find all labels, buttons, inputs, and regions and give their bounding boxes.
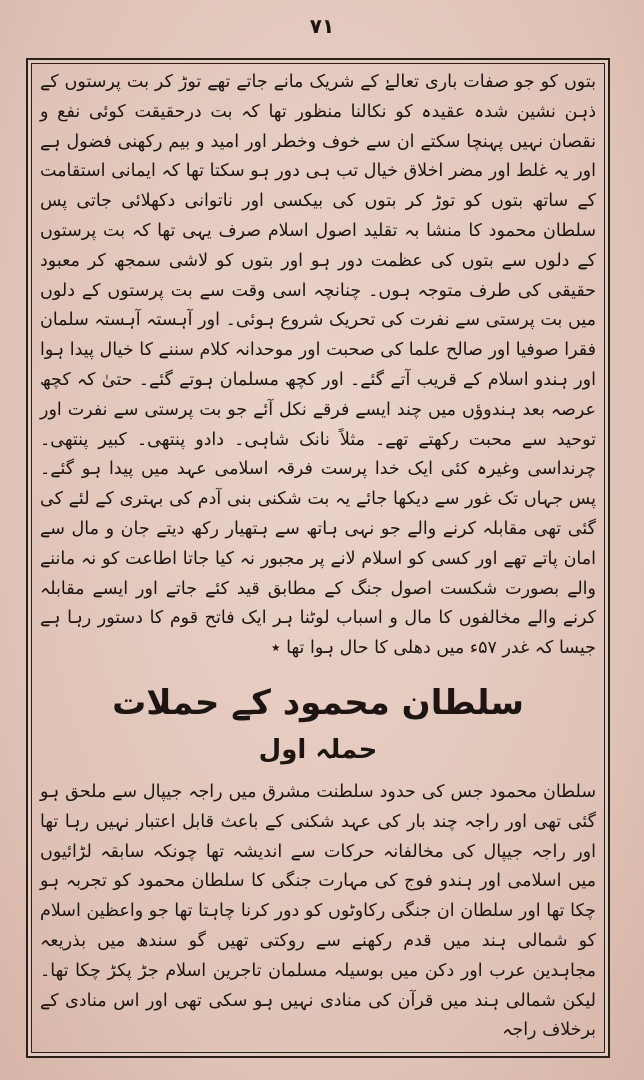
page-content <box>40 68 596 1048</box>
paragraph-idol-breaking: بتوں کو جو صفات باری تعالےٰ کے شریک مانے جاتے تھے توڑ کر بت پرستوں کے ذہن نشین شدہ عقیدہ کو نکالنا منظور تھا کہ بت درحقیقت کوئی نفع و نقصان نہیں پہنچا سکتے ان سے خوف وخطر اور امید و بیم رکھنی فضول ہے اور یہ غلط اور مضر اخلاق خیال تب ہی دور ہو سکتا تھا کہ ایمانی استقامت کے ساتھ بتوں کو توڑ کر بتوں کی بیکسی اور ناتوانی دکھلائی جاتی پس سلطان محمود کا منشا بہ تقلید اصول اسلام صرف یہی تھا کہ بت پرستوں کے دلوں سے بتوں کی عظمت دور ہو اور بتوں کو لاشی سمجھ کر معبود حقیقی کی طرف متوجہ ہوں۔ چنانچہ اسی وقت سے بت پرستوں کے دلوں میں بت پرستی سے نفرت کی تحریک شروع ہوئی۔ اور آہستہ آہستہ سلمان فقرا صوفیا اور صالح علما کی صحبت اور موحدانہ کلام سننے کا خیال پیدا ہوا اور ہندو اسلام کے قریب آتے گئے۔ اور کچھ مسلمان ہوتے گئے۔ حتیٰ کہ کچھ عرصہ بعد ہندوؤں میں چند ایسے فرقے نکل آئے جو بت پرستی سے نفرت اور توحید سے محبت رکھتے تھے۔ مثلاً نانک شاہی۔ دادو پنتھی۔ کبیر پنتھی۔ چرنداسی وغیرہ کئی ایک خدا پرست فرقہ اسلامی عہد میں پیدا ہو گئے۔ پس جہاں تک غور سے دیکھا جائے یہ بت شکنی بنی آدم کی بہتری کے لئے کی گئی تھی مقابلہ کرنے والے جو نہی ہاتھ سے ہتھیار رکھ دیتے جان و مال سے امان پاتے تھے اور کسی کو اسلام لانے پر مجبور نہ کیا جاتا اطاعت کو نہ ماننے والے بصورت شکست اصول جنگ کے مطابق قید کئے جاتے اور ایسے مقابلہ کرنے والے مخالفوں کا مال و اسباب لوٹنا ہر ایک فاتح قوم کا دستور رہا ہے جیسا کہ غدر ۵۷ء میں دھلی کا حال ہوا تھا ٭ <box>40 72 596 659</box>
chapter-heading: سلطان محمود کے حملات <box>112 682 524 723</box>
text-frame <box>26 58 610 1058</box>
paragraph-first-attack: سلطان محمود جس کی حدود سلطنت مشرق میں راجہ جیپال سے ملحق ہو گئی تھی اور راجہ چند بار کی عہد شکنی کے باعث قابل اعتبار نہیں رہا تھا اور راجہ جیپال کی مخالفانہ حرکات سے اندیشہ تھا چونکہ سابقہ لڑائیوں میں اسلامی اور ہندو فوج کی مہارت جنگی کا سلطان محمود کو تجربہ ہو چکا تھا اور سلطان ان جنگی رکاوٹوں کو دور کرنا چاہتا تھا جو واعظین اسلام کو شمالی ہند میں قدم رکھنے سے روکتی تھیں گو سندھ میں بذریعہ مجاہدین عرب اور دکن میں بوسیلہ مسلمان تاجرین اسلام جڑ پکڑ چکا تھا۔ لیکن شمالی ہند میں قرآن کی منادی نہیں ہو سکی تھی اور اس منادی کے برخلاف راجہ <box>40 781 596 1041</box>
page-number: ۷۱ <box>309 14 335 38</box>
section-subheading: حملہ اول <box>258 734 378 765</box>
